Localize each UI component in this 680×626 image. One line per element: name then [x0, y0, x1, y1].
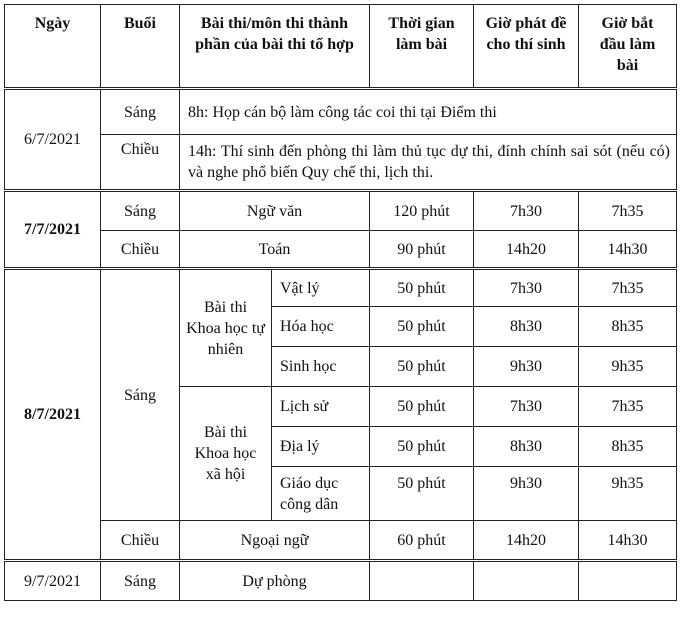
- day4-subject: Dự phòng: [180, 561, 370, 601]
- table-row-subject: Vật lý: [272, 269, 370, 307]
- day1-afternoon-activity: 14h: Thí sinh đến phòng thi làm thủ tục dự thi, đính chính sai sót (nếu có) và nghe phổ biến Quy chế thi, lịch thi.: [180, 135, 677, 191]
- header-date: Ngày: [5, 5, 101, 89]
- header-session: Buổi: [101, 5, 180, 89]
- table-row-subject: Lịch sử: [272, 387, 370, 427]
- day3-afternoon-row: [5, 521, 677, 561]
- table-row-duration: 50 phút: [370, 467, 474, 521]
- day4-duration-empty: [370, 561, 474, 601]
- table-row-distribute: 7h30: [474, 269, 579, 307]
- day3-date: 8/7/2021: [5, 269, 101, 561]
- social-group-label: Bài thi Khoa học xã hội: [180, 387, 272, 521]
- table-row-start: 7h35: [579, 269, 677, 307]
- day1-morning-row: [5, 89, 677, 135]
- day3-afternoon-start: 14h30: [579, 521, 677, 561]
- day2-morning-subject: Ngữ văn: [180, 191, 370, 231]
- table-row-subject: Sinh học: [272, 347, 370, 387]
- table-row-start: 9h35: [579, 467, 677, 521]
- table-row-start: 8h35: [579, 307, 677, 347]
- day2-morning-start: 7h35: [579, 191, 677, 231]
- day3-afternoon-session: Chiều: [101, 521, 180, 561]
- day1-afternoon-row: [5, 135, 677, 191]
- day2-date: 7/7/2021: [5, 191, 101, 269]
- day2-afternoon-distribute: 14h20: [474, 231, 579, 269]
- header-start: Giờ bắt đầu làm bài: [579, 5, 677, 89]
- header-row: [5, 5, 677, 89]
- day3-afternoon-distribute: 14h20: [474, 521, 579, 561]
- science-group-label: Bài thi Khoa học tự nhiên: [180, 269, 272, 387]
- table-row-distribute: 9h30: [474, 347, 579, 387]
- table-row-start: 8h35: [579, 427, 677, 467]
- day4-row: [5, 561, 677, 601]
- day1-afternoon-session: Chiều: [101, 135, 180, 191]
- day4-date: 9/7/2021: [5, 561, 101, 601]
- day2-afternoon-row: [5, 231, 677, 269]
- day4-session: Sáng: [101, 561, 180, 601]
- day1-date: 6/7/2021: [5, 89, 101, 191]
- table-row-duration: 50 phút: [370, 387, 474, 427]
- table-row-subject: Địa lý: [272, 427, 370, 467]
- day4-distribute-empty: [474, 561, 579, 601]
- table-row-duration: 50 phút: [370, 307, 474, 347]
- day2-morning-session: Sáng: [101, 191, 180, 231]
- day3-afternoon-subject: Ngoại ngữ: [180, 521, 370, 561]
- table-row-subject: Hóa học: [272, 307, 370, 347]
- day2-morning-distribute: 7h30: [474, 191, 579, 231]
- table-row-subject: Giáo dục công dân: [272, 467, 370, 521]
- day2-afternoon-duration: 90 phút: [370, 231, 474, 269]
- day1-morning-session: Sáng: [101, 89, 180, 135]
- header-subject: Bài thi/môn thi thành phần của bài thi tổ hợp: [180, 5, 370, 89]
- table-row-duration: 50 phút: [370, 269, 474, 307]
- table-row-start: 9h35: [579, 347, 677, 387]
- day1-morning-activity: 8h: Họp cán bộ làm công tác coi thi tại Điểm thi: [180, 89, 677, 135]
- day4-start-empty: [579, 561, 677, 601]
- header-duration: Thời gian làm bài: [370, 5, 474, 89]
- day2-morning-row: [5, 191, 677, 231]
- header-distribute: Giờ phát đề cho thí sinh: [474, 5, 579, 89]
- table-row-duration: 50 phút: [370, 347, 474, 387]
- day2-afternoon-start: 14h30: [579, 231, 677, 269]
- exam-schedule-table: [4, 4, 677, 601]
- day3-morning-session: Sáng: [101, 269, 180, 521]
- table-row-distribute: 8h30: [474, 307, 579, 347]
- day3-physics-row: [5, 269, 677, 307]
- table-row-distribute: 7h30: [474, 387, 579, 427]
- day2-morning-duration: 120 phút: [370, 191, 474, 231]
- table-row-distribute: 8h30: [474, 427, 579, 467]
- table-row-start: 7h35: [579, 387, 677, 427]
- day3-afternoon-duration: 60 phút: [370, 521, 474, 561]
- day2-afternoon-subject: Toán: [180, 231, 370, 269]
- table-row-duration: 50 phút: [370, 427, 474, 467]
- day2-afternoon-session: Chiều: [101, 231, 180, 269]
- table-row-distribute: 9h30: [474, 467, 579, 521]
